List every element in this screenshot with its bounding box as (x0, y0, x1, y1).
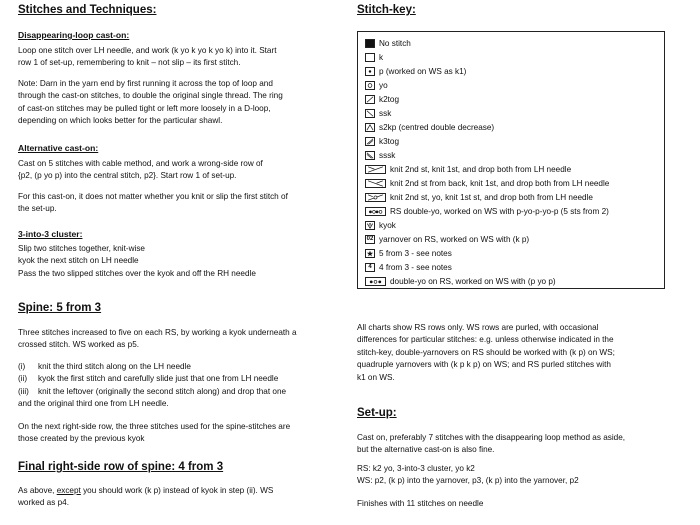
key-row: knit 2nd st, knit 1st, and drop both from LH needle (365, 164, 571, 175)
setup-finish: Finishes with 11 stitches on needle (357, 499, 484, 508)
purl-icon (365, 67, 375, 76)
spine-heading: Spine: 5 from 3 (18, 302, 102, 314)
key-row: 4 4 from 3 - see notes (365, 262, 452, 273)
setup-text: Cast on, preferably 7 stitches with the disappearing loop method as aside, but the alternative cast-on is also fine. (357, 433, 626, 455)
key-row: 5 from 3 - see notes (365, 248, 452, 259)
key-row: knit 2nd st, yo, knit 1st st, and drop both from LH needle (365, 192, 593, 203)
techniques-heading: Stitches and Techniques: (18, 4, 157, 16)
k2tog-icon (365, 95, 375, 104)
disappearing-loop-text: Loop one stitch over LH needle, and work (k yo k yo k yo k) into it. Start row 1 of set-up, remembering to knit – not slip – its first stitch. (18, 46, 277, 68)
key-row: No stitch (365, 38, 411, 49)
cross-right-icon (365, 165, 386, 174)
double-yo-py-icon (365, 277, 386, 286)
charts-note: All charts show RS rows only. WS rows are purled, with occasional differences for particular stitches: e.g. unless otherwise indicated in the stitch-key, double-yarnovers on RS should be worked with (k p) on WS; quadruple yarnovers with (k p k p) on WS; and RS purled stitches with k1 on WS. (357, 323, 615, 382)
spine-steps (18, 361, 340, 411)
sssk-icon (365, 151, 375, 160)
key-row: knit 2nd st from back, knit 1st, and drop both from LH needle (365, 178, 609, 189)
star-icon (365, 249, 375, 258)
ssk-icon (365, 109, 375, 118)
key-row: ssk (365, 108, 391, 119)
final-row-heading: Final right-side row of spine: 4 from 3 (18, 461, 224, 473)
stitch-key-heading: Stitch-key: (357, 4, 416, 16)
spine-step: (iii) knit the leftover (originally the second stitch along) and drop that one (18, 386, 287, 396)
disappearing-loop-title: Disappearing-loop cast-on: (18, 30, 130, 40)
setup-rows: RS: k2 yo, 3-into-3 cluster, yo k2 WS: p2, (k p) into the yarnover, p3, (k p) into the yarnover, p2 (357, 464, 579, 486)
double-yo-rs-icon (365, 207, 386, 216)
spine-next-row: On the next right-side row, the three stitches used for the spine-stitches are those created by the previous kyok (18, 422, 291, 444)
key-row: RS double-yo, worked on WS with p-yo-p-yo-p (5 sts from 2) (365, 206, 609, 217)
key-row: k (365, 52, 383, 63)
spine-intro: Three stitches increased to five on each RS, by working a kyok underneath a crossed stitch. WS worked as p5. (18, 328, 297, 350)
disappearing-loop-note: Note: Darn in the yarn end by first running it across the top of loop and through the cast-on stitches, to double the original single thread. The ring of cast-on stitches may be pulled tight or left more loosely in a D-loop, depending on which looks better for the particular shawl. (18, 79, 283, 126)
key-row: 02 yarnover on RS, worked on WS with (k p) (366, 235, 530, 244)
key-row: yo (365, 80, 388, 91)
cross-left-icon (365, 179, 386, 188)
k3tog-icon (365, 137, 375, 146)
knit-icon (365, 53, 375, 62)
yo-02-icon: 02 (366, 236, 374, 243)
four-icon: 4 (365, 263, 375, 272)
key-row: p (worked on WS as k1) (365, 66, 466, 77)
cross-yo-icon (365, 193, 386, 202)
alternative-cast-on-title: Alternative cast-on: (18, 143, 99, 153)
alternative-cast-on-note: For this cast-on, it does not matter whether you knit or slip the first stitch of the set-up. (18, 192, 288, 214)
key-row: s2kp (centred double decrease) (365, 122, 494, 133)
kyok-icon (365, 221, 375, 230)
cluster-title: 3-into-3 cluster: (18, 229, 83, 239)
key-row: kyok (365, 220, 396, 231)
s2kp-icon (365, 123, 375, 132)
stitch-key-box (357, 31, 665, 289)
final-row-text: As above, except you should work (k p) instead of kyok in step (ii). WS worked as p4. (18, 486, 274, 508)
yarnover-icon (365, 81, 375, 90)
alternative-cast-on-text: Cast on 5 stitches with cable method, and work a wrong-side row of {p2, (p yo p) into the central stitch, p2}. Start row 1 of set-up. (18, 159, 263, 181)
cluster-text: Slip two stitches together, knit-wise kyok the next stitch on LH needle Pass the two slipped stitches over the kyok and off the RH needle (18, 244, 256, 278)
spine-step: (i) knit the third stitch along on the LH needle (18, 362, 191, 371)
no-stitch-icon (365, 39, 375, 48)
key-row: k2tog (365, 94, 399, 105)
key-row: k3tog (365, 136, 399, 147)
key-row: sssk (365, 150, 395, 161)
setup-heading: Set-up: (357, 407, 397, 419)
spine-step: (ii) kyok the first stitch and carefully slide just that one from LH needle (18, 374, 279, 384)
spine-step-continued: and the original third one from LH needle. (18, 399, 169, 409)
key-row: double-yo on RS, worked on WS with (p yo p) (365, 276, 556, 287)
